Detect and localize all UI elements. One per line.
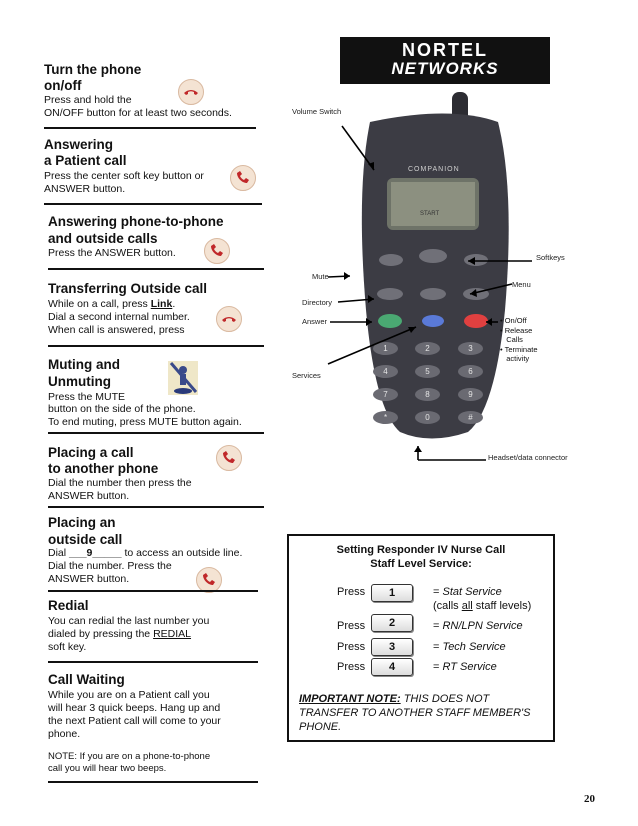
- divider: [48, 661, 258, 663]
- service-desc: = Stat Service: [433, 586, 502, 598]
- important-note: IMPORTANT NOTE: THIS DOES NOT TRANSFER TO ANOTHER STAFF MEMBER'S PHONE.: [299, 693, 531, 733]
- section-text: While you are on a Patient call you: [48, 689, 210, 701]
- note-text: NOTE: If you are on a phone-to-phone: [48, 751, 211, 762]
- label-softkeys: Softkeys: [536, 253, 565, 262]
- divider: [48, 432, 264, 434]
- keypad-key: 2: [415, 342, 440, 355]
- section-title: Turn the phone: [44, 62, 142, 77]
- divider: [48, 345, 264, 347]
- keypad-key: 0: [415, 411, 440, 424]
- label-menu: Menu: [512, 280, 531, 289]
- label-onoff-list: • On/Off • Release Calls • Terminate activity: [500, 316, 538, 363]
- box-title: Setting Responder IV Nurse Call: [336, 544, 506, 556]
- section-text: Press and hold the: [44, 94, 132, 106]
- page-number: 20: [584, 793, 595, 805]
- section-title: Call Waiting: [48, 672, 125, 687]
- phone-answer-icon: [230, 165, 256, 191]
- section-text: soft key.: [48, 641, 87, 653]
- section-text: Dial the number then press the: [48, 477, 192, 489]
- label-services: Services: [292, 371, 321, 380]
- logo-line1: NORTEL: [402, 40, 488, 60]
- section-text: While on a call, press Link.: [48, 298, 176, 310]
- keypad-key: 8: [415, 388, 440, 401]
- section-text: ON/OFF button for at least two seconds.: [44, 107, 232, 119]
- divider: [44, 127, 256, 129]
- callout-arrows: [290, 80, 610, 470]
- section-text: Dial ___9_____ to access an outside line.: [48, 547, 243, 559]
- phone-screen-text: START: [420, 211, 440, 217]
- label-mute: Mute: [312, 272, 329, 281]
- section-text: will hear 3 quick beeps. Hang up and: [48, 702, 221, 714]
- service-row: Press: [337, 641, 366, 653]
- section-title: a Patient call: [44, 153, 127, 168]
- keypad-key: 6: [458, 365, 483, 378]
- key-1: 1: [371, 584, 413, 602]
- service-desc: = RN/LPN Service: [433, 620, 523, 632]
- label-headset: Headset/data connector: [488, 453, 568, 462]
- service-sub: (calls all staff levels): [433, 600, 532, 612]
- logo-line2: NETWORKS: [391, 59, 499, 78]
- section-text: ANSWER button.: [48, 573, 130, 585]
- box-title: Staff Level Service:: [370, 558, 472, 570]
- section-title: on/off: [44, 78, 82, 93]
- section-text: button on the side of the phone.: [48, 403, 196, 415]
- keypad-key: 5: [415, 365, 440, 378]
- staff-level-box: [287, 534, 555, 742]
- phone-answer-icon: [216, 445, 242, 471]
- phone-answer-icon: [204, 238, 230, 264]
- phone-brand: COMPANION: [408, 166, 460, 173]
- section-text: Press the MUTE: [48, 391, 126, 403]
- divider: [44, 203, 262, 205]
- service-row: Press: [337, 661, 366, 673]
- section-title: Placing an: [48, 515, 116, 530]
- section-title: Placing a call: [48, 445, 134, 460]
- phone-hangup-icon: [178, 79, 204, 105]
- section-text: You can redial the last number you: [48, 615, 210, 627]
- keypad-key: #: [458, 411, 483, 424]
- section-title: Answering: [44, 137, 114, 152]
- section-text: dialed by pressing the REDIAL: [48, 628, 192, 640]
- service-row: Press: [337, 586, 366, 598]
- key-4: 4: [371, 658, 413, 676]
- mute-icon: [168, 361, 198, 395]
- key-2: 2: [371, 614, 413, 632]
- keypad-key: 7: [373, 388, 398, 401]
- section-text: ANSWER button.: [44, 183, 126, 195]
- section-text: Dial the number. Press the: [48, 560, 172, 572]
- note-text: call you will hear two beeps.: [48, 763, 167, 774]
- section-title: Answering phone-to-phone: [48, 214, 224, 229]
- label-answer: Answer: [302, 317, 328, 326]
- section-text: To end muting, press MUTE button again.: [48, 416, 242, 428]
- section-title: to another phone: [48, 461, 159, 476]
- service-row: Press: [337, 620, 366, 632]
- section-text: phone.: [48, 728, 81, 740]
- section-title: Muting and: [48, 357, 120, 372]
- keypad-key: 3: [458, 342, 483, 355]
- label-directory: Directory: [302, 298, 333, 307]
- section-text: Press the center soft key button or: [44, 170, 204, 182]
- section-title: and outside calls: [48, 231, 158, 246]
- section-title: Unmuting: [48, 374, 111, 389]
- label-volume: Volume Switch: [292, 107, 342, 116]
- phone-hangup-icon: [216, 306, 242, 332]
- keypad-key: *: [373, 411, 398, 424]
- section-text: When call is answered, press: [48, 324, 185, 336]
- section-title: outside call: [48, 532, 123, 547]
- keypad-key: 1: [373, 342, 398, 355]
- divider: [48, 268, 264, 270]
- service-desc: = Tech Service: [433, 641, 506, 653]
- section-title: Transferring Outside call: [48, 281, 208, 296]
- service-desc: = RT Service: [433, 661, 497, 673]
- nortel-logo: [340, 37, 550, 84]
- key-3: 3: [371, 638, 413, 656]
- divider: [48, 590, 258, 592]
- section-text: Dial a second internal number.: [48, 311, 190, 323]
- link-softkey: Link: [150, 298, 173, 310]
- keypad-key: 9: [458, 388, 483, 401]
- section-text: the next Patient call will come to your: [48, 715, 221, 727]
- section-text: ANSWER button.: [48, 490, 130, 502]
- section-text: Press the ANSWER button.: [48, 247, 176, 259]
- keypad-key: 4: [373, 365, 398, 378]
- section-title: Redial: [48, 598, 89, 613]
- divider: [48, 506, 264, 508]
- divider: [48, 781, 258, 783]
